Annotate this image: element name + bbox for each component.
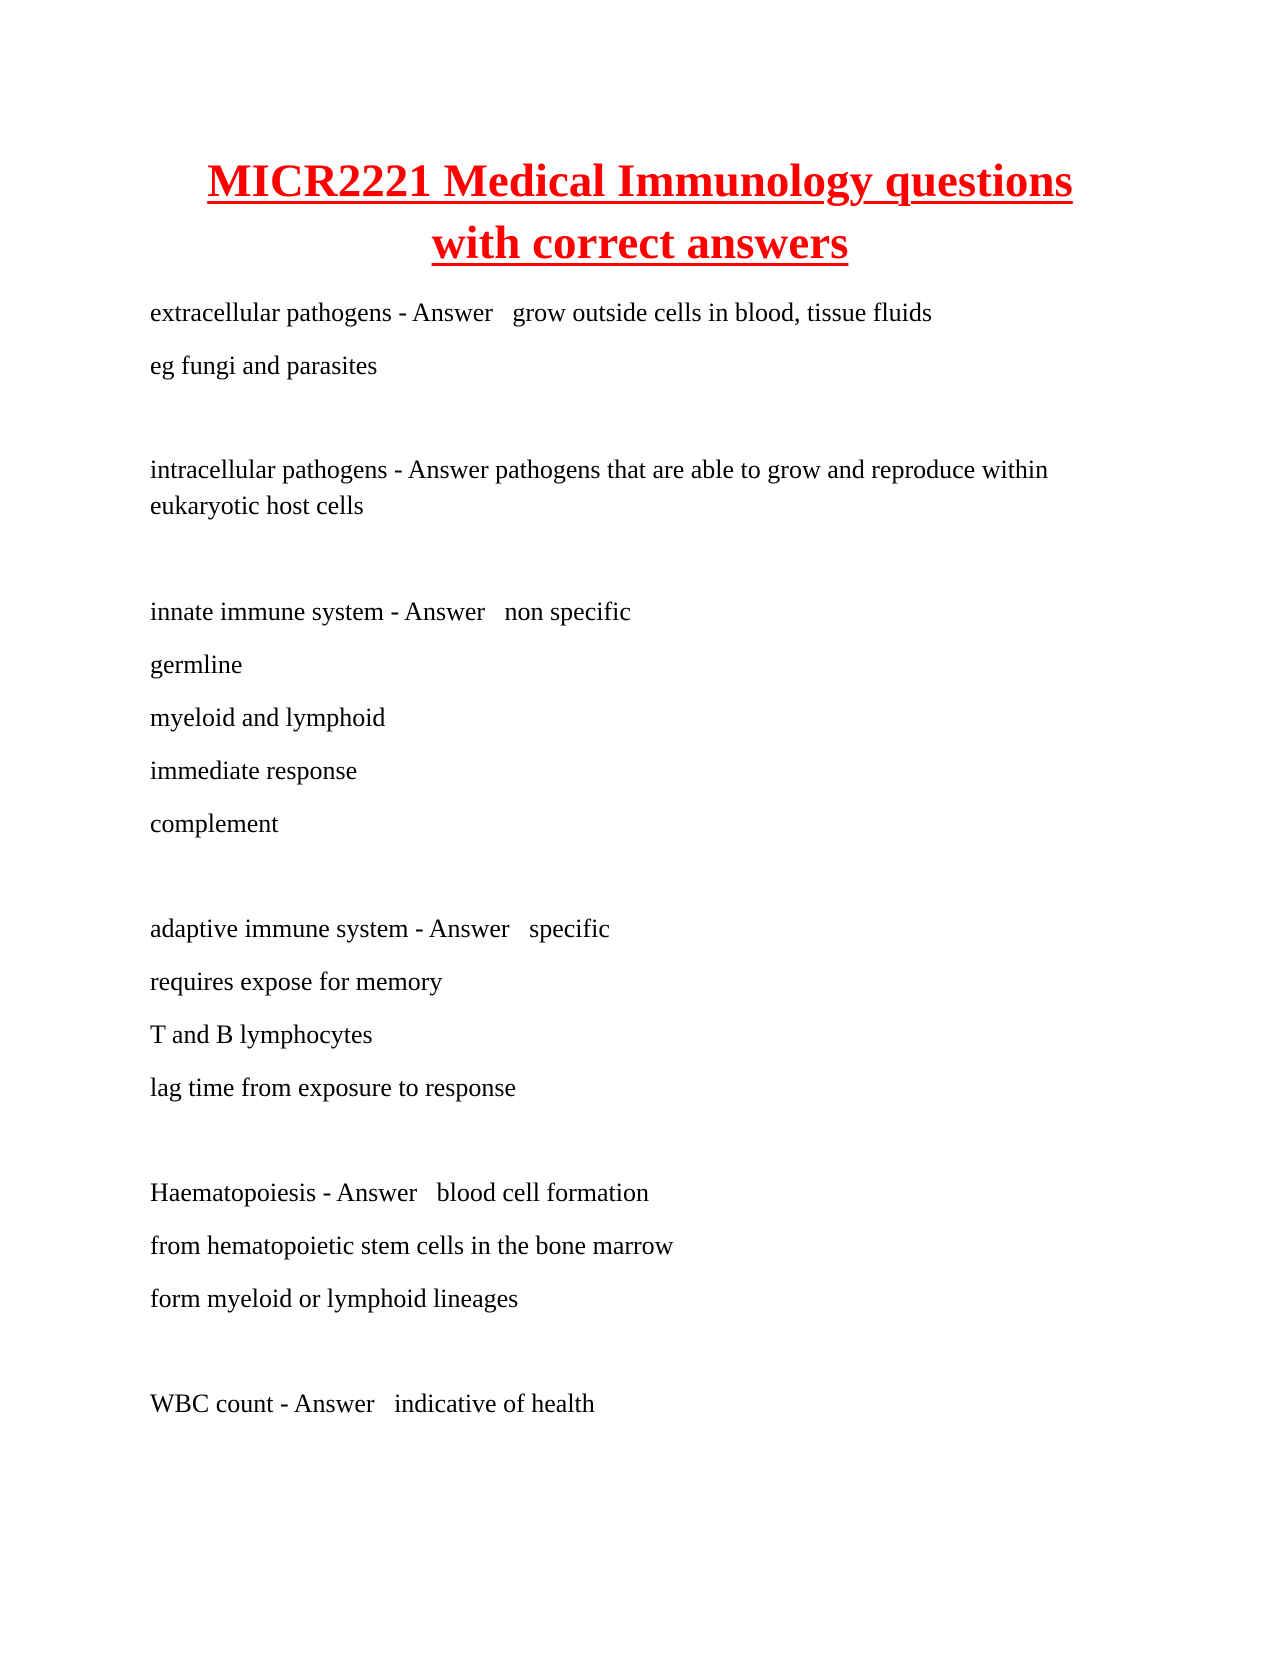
document-title — [150, 150, 1130, 274]
qa-term-line: innate immune system - Answer non specific — [150, 597, 631, 626]
qa-answer-line: immediate response — [150, 756, 358, 785]
qa-term-line: WBC count - Answer indicative of health — [150, 1389, 595, 1418]
qa-item-adaptive — [150, 902, 1140, 1114]
qa-item-haematopoiesis — [150, 1166, 1140, 1325]
qa-answer-line: requires expose for memory — [150, 967, 443, 996]
qa-term-line: adaptive immune system - Answer specific — [150, 914, 610, 943]
qa-item-wbc — [150, 1377, 1140, 1430]
qa-item-innate — [150, 585, 1140, 850]
qa-answer-line: eg fungi and parasites — [150, 351, 378, 380]
qa-answer-line: T and B lymphocytes — [150, 1020, 373, 1049]
qa-answer-line: germline — [150, 650, 243, 679]
qa-answer-line: lag time from exposure to response — [150, 1073, 517, 1102]
qa-answer-line: myeloid and lymphoid — [150, 703, 386, 732]
qa-term-line: Haematopoiesis - Answer blood cell formation — [150, 1178, 649, 1207]
qa-item-intracellular — [150, 444, 1140, 533]
title-line-2: with correct answers — [431, 217, 849, 269]
qa-item-extracellular — [150, 286, 1140, 392]
qa-answer-line: from hematopoietic stem cells in the bone marrow — [150, 1231, 674, 1260]
qa-term-line: intracellular pathogens - Answer pathogens that are able to grow and reproduce within eukaryotic host cells — [150, 455, 1049, 520]
qa-list — [150, 286, 1140, 1482]
qa-answer-line: complement — [150, 809, 279, 838]
title-line-1: MICR2221 Medical Immunology questions — [207, 155, 1073, 207]
qa-answer-line: form myeloid or lymphoid lineages — [150, 1284, 519, 1313]
qa-term-line: extracellular pathogens - Answer grow outside cells in blood, tissue fluids — [150, 298, 933, 327]
